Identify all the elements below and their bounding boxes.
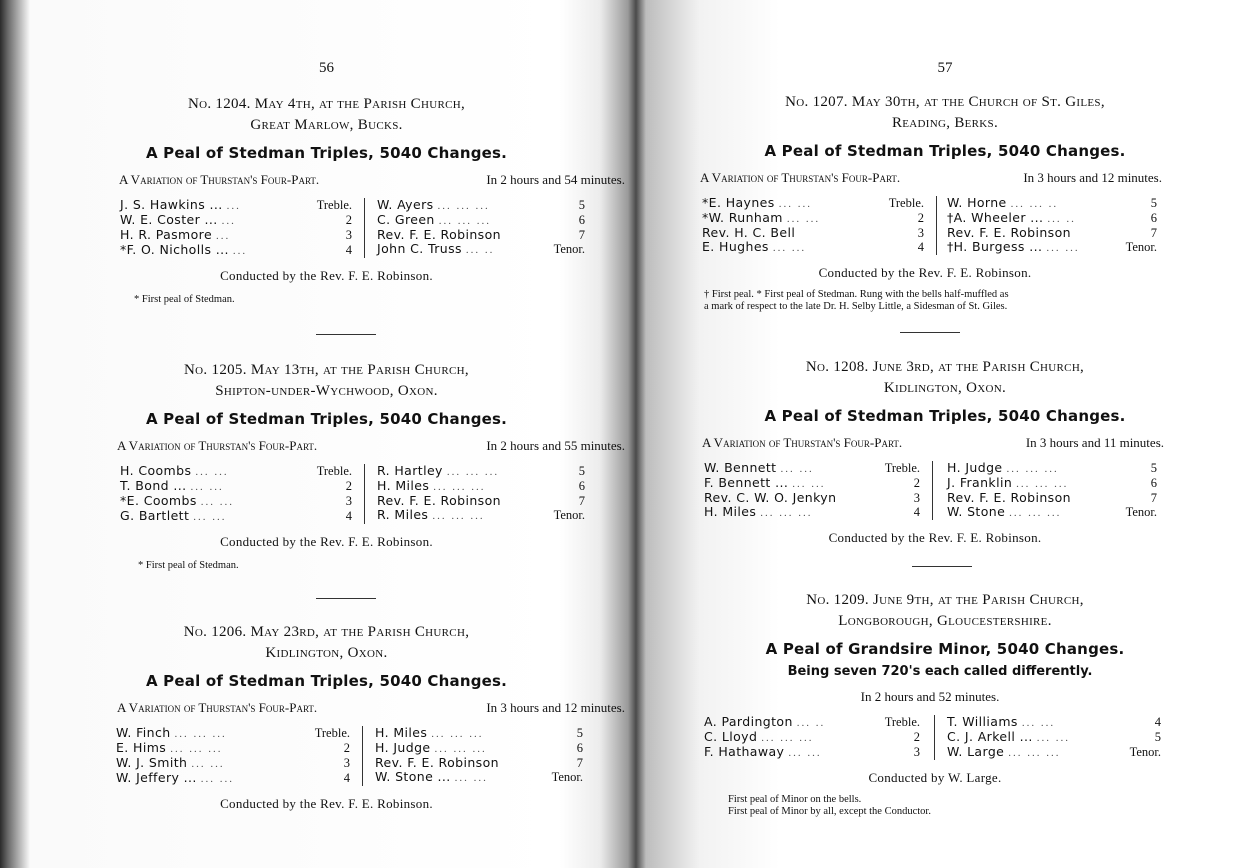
bell-number: 3 [345, 494, 352, 508]
ringer-name: *E. Coombs [120, 493, 197, 508]
ringer-name: Rev. F. E. Robinson [947, 490, 1071, 505]
bell-number: 7 [578, 494, 585, 508]
bell-number: 7 [576, 756, 583, 770]
ringer-row: E. Hims ... ... ... 2 [116, 740, 350, 755]
ringer-name: T. Bond ... [120, 478, 187, 493]
divider [316, 598, 376, 599]
duration-text: In 3 hours and 11 minutes. [1025, 435, 1164, 450]
bell-number: 7 [1150, 491, 1157, 505]
ringer-row: G. Bartlett ... ... 4 [120, 508, 352, 523]
bell-number: 4 [345, 243, 352, 257]
ringer-name: W. Ayers [377, 197, 434, 212]
ringer-name: *E. Haynes [702, 195, 775, 210]
ringer-row: J. Franklin ... ... ... 6 [947, 475, 1157, 490]
peal-title: A Peal of Stedman Triples, 5040 Changes. [145, 672, 508, 690]
ringer-row: C. Green ... ... ... 6 [377, 212, 585, 227]
conductor-line: Conducted by the Rev. F. E. Robinson. [828, 530, 1042, 545]
bell-number: Tenor. [1125, 240, 1157, 254]
ringer-name: J. Franklin [947, 475, 1013, 490]
ringer-row: W. Ayers ... ... ... 5 [377, 197, 585, 212]
bell-number: Treble. [884, 715, 920, 729]
ringer-row [947, 226, 1157, 240]
entry-location: Kidlington, Oxon. [265, 645, 388, 661]
conductor-line: Conducted by the Rev. F. E. Robinson. [220, 534, 433, 549]
ringer-row: W. J. Smith ... ... 3 [116, 755, 350, 770]
page-number: 56 [319, 60, 334, 76]
ringer-row [375, 756, 583, 770]
ringer-name: Rev. F. E. Robinson [375, 755, 499, 770]
bell-number: 5 [578, 198, 585, 212]
ringer-row: T. Williams ... ... 4 [947, 714, 1161, 729]
ringer-name: J. S. Hawkins ... [120, 197, 223, 212]
bell-number: Tenor. [553, 508, 585, 522]
peal-title: A Peal of Stedman Triples, 5040 Changes. [145, 410, 508, 428]
ringer-row: W. Stone ... ... ... Tenor. [375, 769, 583, 784]
ringer-name: *W. Runham [702, 210, 783, 225]
bell-number: 4 [343, 771, 350, 785]
footnote: * First peal of Stedman. [138, 560, 239, 571]
ringer-name: W. J. Smith [116, 755, 188, 770]
ringer-row: C. J. Arkell ... ... ... 5 [947, 729, 1161, 744]
ringer-row: H. Miles ... ... ... 5 [375, 725, 583, 740]
bell-number: 7 [1150, 226, 1157, 240]
bell-number: 2 [343, 741, 350, 755]
ringer-name: H. Miles [704, 504, 757, 519]
conductor-line: Conducted by the Rev. F. E. Robinson. [818, 265, 1032, 280]
bell-number: 5 [1150, 196, 1157, 210]
ringer-row: T. Bond ... ... ... 2 [120, 478, 352, 493]
ringer-row [377, 494, 585, 508]
ringer-row: H. Miles ... ... ... 6 [377, 478, 585, 493]
ringer-name: Rev. C. W. O. Jenkyn [704, 490, 837, 505]
bell-number: Tenor. [1125, 505, 1157, 519]
bell-number: 4 [1154, 715, 1161, 729]
variation-line [24, 438, 629, 454]
peal-entry [24, 360, 629, 572]
ringer-name: John C. Truss [377, 241, 462, 256]
footnote: † First peal. * First peal of Stedman. Rung with the bells half-muffled as [704, 289, 1009, 300]
ringer-row: J. S. Hawkins ... ... Treble. [120, 197, 352, 212]
variation-text: A Variation of Thurstan's Four-Part. [117, 438, 318, 453]
ringer-name: W. Finch [116, 725, 171, 740]
right-page [640, 0, 1250, 868]
peal-entry [640, 92, 1250, 313]
variation-line [24, 700, 629, 716]
ringer-row: W. E. Coster ... ... 2 [120, 212, 352, 227]
ringer-row: *F. O. Nicholls ... ... 4 [120, 242, 352, 257]
bell-number: 2 [345, 479, 352, 493]
ringer-row: H. Coombs ... ... Treble. [120, 463, 352, 478]
ringer-name: H. Miles [377, 478, 430, 493]
ringer-row: F. Hathaway ... ... 3 [704, 744, 920, 759]
variation-text: A Variation of Thurstan's Four-Part. [700, 170, 901, 185]
bell-number: Treble. [888, 196, 924, 210]
ringer-name: C. Green [377, 212, 435, 227]
divider [316, 334, 376, 335]
ringer-row: W. Horne ... ... .. 5 [947, 195, 1157, 210]
peal-entry [24, 622, 629, 812]
ringer-row [702, 226, 924, 240]
left-page [24, 0, 629, 868]
ringer-row [377, 228, 585, 242]
ringer-name: A. Pardington [704, 714, 793, 729]
peal-entry [640, 590, 1250, 818]
ringer-row: John C. Truss ... .. Tenor. [377, 241, 585, 256]
bell-number: Treble. [314, 726, 350, 740]
bell-number: 3 [913, 491, 920, 505]
duration-text: In 2 hours and 55 minutes. [486, 438, 625, 453]
ringer-row: C. Lloyd ... ... ... 2 [704, 729, 920, 744]
ringer-row: †A. Wheeler ... ... .. 6 [947, 210, 1157, 225]
peal-entry [24, 94, 629, 306]
footnote: a mark of respect to the late Dr. H. Selby Little, a Sidesman of St. Giles. [704, 301, 1008, 312]
peal-title: A Peal of Stedman Triples, 5040 Changes. [764, 142, 1126, 160]
bell-number: 5 [576, 726, 583, 740]
divider [912, 566, 972, 567]
peal-subtitle: Being seven 720's each called differently. [787, 664, 1093, 679]
bell-number: 4 [917, 240, 924, 254]
variation-text: A Variation of Thurstan's Four-Part. [117, 700, 318, 715]
bell-number: 5 [1154, 730, 1161, 744]
footnote: First peal of Minor on the bells. [728, 794, 862, 805]
entry-heading: No. 1209. June 9th, at the Parish Church, [806, 592, 1084, 608]
ringer-row: R. Hartley ... ... ... 5 [377, 463, 585, 478]
ringers-table [640, 196, 1250, 255]
ringer-name: †A. Wheeler ... [947, 210, 1044, 225]
ringer-name: W. Bennett [704, 460, 777, 475]
bell-number: Tenor. [551, 770, 583, 784]
duration-text: In 2 hours and 54 minutes. [486, 172, 625, 187]
bell-number: 2 [913, 476, 920, 490]
bell-number: Tenor. [1129, 745, 1161, 759]
peal-entry [640, 357, 1250, 546]
footnote: * First peal of Stedman. [134, 294, 235, 305]
bell-number: 7 [578, 228, 585, 242]
conductor-line: Conducted by the Rev. F. E. Robinson. [220, 796, 433, 811]
peal-title: A Peal of Grandsire Minor, 5040 Changes. [765, 640, 1125, 658]
ringer-row [947, 491, 1157, 505]
ringers-table [640, 715, 1250, 760]
page-number: 57 [937, 60, 953, 76]
ringer-row: A. Pardington ... .. Treble. [704, 714, 920, 729]
bell-number: 6 [578, 479, 585, 493]
ringer-name: T. Williams [947, 714, 1018, 729]
bell-number: 6 [1150, 476, 1157, 490]
ringer-name: H. Judge [947, 460, 1003, 475]
entry-heading: No. 1204. May 4th, at the Parish Church, [187, 96, 466, 112]
bell-number: 6 [1150, 211, 1157, 225]
conductor-line: Conducted by the Rev. F. E. Robinson. [220, 268, 433, 283]
bell-number: Treble. [316, 198, 352, 212]
ringer-name: E. Hughes [702, 239, 769, 254]
ringer-name: Rev. F. E. Robinson [377, 227, 501, 242]
ringer-row: F. Bennett ... ... ... 2 [704, 475, 920, 490]
entry-heading: No. 1207. May 30th, at the Church of St. Giles, [785, 94, 1105, 110]
ringer-name: Rev. F. E. Robinson [947, 225, 1071, 240]
conductor-line: Conducted by W. Large. [868, 770, 1002, 785]
bell-number: Treble. [884, 461, 920, 475]
bell-number: 3 [343, 756, 350, 770]
ringer-name: E. Hims [116, 740, 167, 755]
ringer-name: G. Bartlett [120, 508, 190, 523]
bell-number: 2 [345, 213, 352, 227]
ringer-name: R. Hartley [377, 463, 443, 478]
ringer-row: R. Miles ... ... ... Tenor. [377, 507, 585, 522]
bell-number: 4 [913, 505, 920, 519]
ringer-name: R. Miles [377, 507, 429, 522]
ringer-row: W. Finch ... ... ... Treble. [116, 725, 350, 740]
bell-number: 4 [345, 509, 352, 523]
bell-number: 6 [578, 213, 585, 227]
footnote: First peal of Minor by all, except the Conductor. [728, 806, 931, 817]
bell-number: 2 [913, 730, 920, 744]
ringers-table [24, 726, 629, 786]
ringer-name: F. Hathaway [704, 744, 785, 759]
ringer-name: H. Coombs [120, 463, 192, 478]
ringer-row: W. Bennett ... ... Treble. [704, 460, 920, 475]
ringer-name: W. Horne [947, 195, 1007, 210]
entry-location: Reading, Berks. [891, 115, 999, 131]
entry-location: Shipton-under-Wychwood, Oxon. [215, 383, 438, 399]
ringer-row: *E. Coombs ... ... 3 [120, 493, 352, 508]
ringer-row [704, 491, 920, 505]
entry-heading: No. 1208. June 3rd, at the Parish Church, [805, 359, 1085, 375]
entry-location: Kidlington, Oxon. [883, 380, 1007, 396]
bell-number: 2 [917, 211, 924, 225]
bell-number: Tenor. [553, 242, 585, 256]
ringer-row: W. Large ... ... ... Tenor. [947, 744, 1161, 759]
ringer-name: †H. Burgess ... [947, 239, 1043, 254]
variation-line [640, 435, 1250, 451]
peal-title: A Peal of Stedman Triples, 5040 Changes. [145, 144, 508, 162]
ringer-name: F. Bennett ... [704, 475, 789, 490]
ringer-name: W. Stone [947, 504, 1006, 519]
ringer-row: H. Miles ... ... ... 4 [704, 504, 920, 519]
ringer-row: W. Stone ... ... ... Tenor. [947, 504, 1157, 519]
duration-text: In 3 hours and 12 minutes. [486, 700, 625, 715]
ringer-name: C. J. Arkell ... [947, 729, 1033, 744]
ringer-name: H. Miles [375, 725, 428, 740]
variation-text: A Variation of Thurstan's Four-Part. [119, 172, 320, 187]
entry-location: Great Marlow, Bucks. [250, 117, 403, 133]
divider [900, 332, 960, 333]
ringer-row: *E. Haynes ... ... Treble. [702, 195, 924, 210]
ringer-name: H. R. Pasmore [120, 227, 213, 242]
bell-number: 6 [576, 741, 583, 755]
ringer-row: H. Judge ... ... ... 6 [375, 740, 583, 755]
ringer-name: Rev. F. E. Robinson [377, 493, 501, 508]
variation-line [640, 170, 1250, 186]
ringer-name: W. E. Coster ... [120, 212, 218, 227]
ringer-name: Rev. H. C. Bell [702, 225, 796, 240]
ringer-name: W. Large [947, 744, 1005, 759]
ringer-row: H. R. Pasmore ... 3 [120, 227, 352, 242]
ringer-row: E. Hughes ... ... 4 [702, 239, 924, 254]
duration-line [640, 689, 1250, 705]
ringer-name: C. Lloyd [704, 729, 758, 744]
ringer-row: H. Judge ... ... ... 5 [947, 460, 1157, 475]
bell-number: 3 [345, 228, 352, 242]
ringer-row: *W. Runham ... ... 2 [702, 210, 924, 225]
bell-number: 3 [913, 745, 920, 759]
ringer-row: W. Jeffery ... ... ... 4 [116, 770, 350, 785]
ringers-table [640, 461, 1250, 520]
bell-number: 5 [578, 464, 585, 478]
ringer-name: *F. O. Nicholls ... [120, 242, 229, 257]
peal-title: A Peal of Stedman Triples, 5040 Changes. [764, 407, 1126, 425]
ringer-name: H. Judge [375, 740, 431, 755]
ringer-name: W. Stone ... [375, 769, 451, 784]
ringer-name: W. Jeffery ... [116, 770, 197, 785]
ringer-row: †H. Burgess ... ... ... Tenor. [947, 239, 1157, 254]
entry-location: Longborough, Gloucestershire. [838, 613, 1052, 629]
variation-line [24, 172, 629, 188]
bell-number: 5 [1150, 461, 1157, 475]
entry-heading: No. 1205. May 13th, at the Parish Church, [184, 362, 469, 378]
bell-number: Treble. [316, 464, 352, 478]
variation-text: A Variation of Thurstan's Four-Part. [702, 435, 903, 450]
duration-text: In 2 hours and 52 minutes. [860, 689, 1000, 704]
ringers-table [24, 464, 629, 524]
duration-text: In 3 hours and 12 minutes. [1023, 170, 1162, 185]
ringers-table [24, 198, 629, 258]
bell-number: 3 [917, 226, 924, 240]
entry-heading: No. 1206. May 23rd, at the Parish Church, [183, 624, 470, 640]
